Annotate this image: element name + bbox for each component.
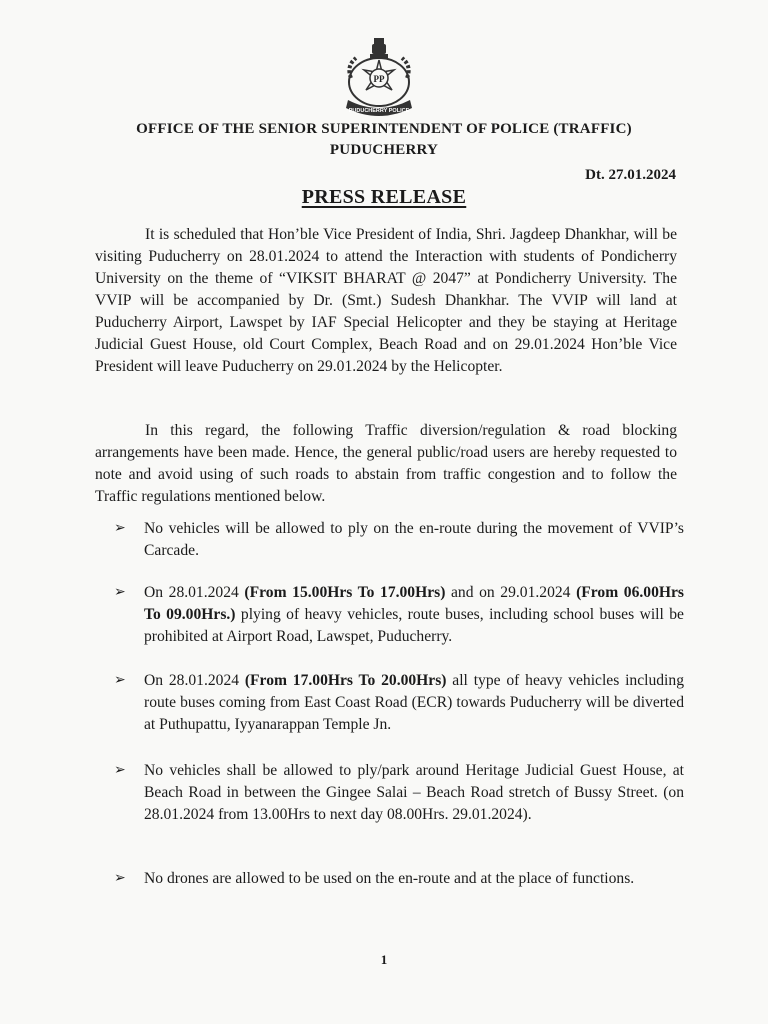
list-item: ➢ On 28.01.2024 (From 17.00Hrs To 20.00Hrs) all type of heavy vehicles including route buses coming from East Coast Road (ECR) towards Puducherry will be diverted at Puthupattu, Iyyanarappan Temple Jn.: [114, 672, 684, 733]
svg-text:PUDUCHERRY POLICE: PUDUCHERRY POLICE: [348, 108, 410, 114]
svg-text:PP: PP: [373, 74, 385, 84]
arrow-bullet-icon: ➢: [114, 521, 126, 536]
arrow-bullet-icon: ➢: [114, 871, 126, 886]
page-title: PRESS RELEASE: [301, 186, 467, 208]
list-item: ➢ No drones are allowed to be used on the en-route and at the place of functions.: [114, 868, 684, 890]
office-location: PUDUCHERRY: [329, 142, 439, 158]
release-date: Dt. 27.01.2024: [585, 167, 676, 183]
police-emblem-icon: [334, 36, 424, 116]
list-item: ➢ On 28.01.2024 (From 15.00Hrs To 17.00Hrs) and on 29.01.2024 (From 06.00Hrs To 09.00Hrs.) plying of heavy vehicles, route buses, including school buses will be prohibited at Airport Road, Lawspet, Puducherry.: [114, 584, 685, 645]
list-item: ➢ No vehicles shall be allowed to ply/park around Heritage Judicial Guest House, at Beach Road in between the Gingee Salai – Beach Road stretch of Bussy Street. (on 28.01.2024 from 13.00Hrs to next day 08.00Hrs. 29.01.2024).: [114, 762, 684, 823]
arrow-bullet-icon: ➢: [114, 585, 126, 600]
list-item: ➢ No vehicles will be allowed to ply on the en-route during the movement of VVIP’s Carcade.: [114, 520, 684, 559]
office-title: OFFICE OF THE SENIOR SUPERINTENDENT OF POLICE (TRAFFIC): [136, 121, 632, 137]
regulation-paragraph: In this regard, the following Traffic diversion/regulation & road blocking arrangements have been made. Hence, the general public/road users are hereby requested to note and avoid using of such roads to abstain from traffic congestion and to follow the Traffic regulations mentioned below.: [95, 422, 677, 505]
intro-paragraph: It is scheduled that Hon’ble Vice President of India, Shri. Jagdeep Dhankhar, will be visiting Puducherry on 28.01.2024 to attend the Interaction with students of Pondicherry University on the theme of “VIKSIT BHARAT @ 2047” at Pondicherry University. The VVIP will be accompanied by Dr. (Smt.) Sudesh Dhankhar. The VVIP will land at Puducherry Airport, Lawspet by IAF Special Helicopter and they be staying at Heritage Judicial Guest House, old Court Complex, Beach Road and on 29.01.2024 Hon’ble Vice President will leave Puducherry on 29.01.2024 by the Helicopter.: [95, 226, 677, 375]
page-number: 1: [380, 952, 388, 967]
arrow-bullet-icon: ➢: [114, 763, 126, 778]
arrow-bullet-icon: ➢: [114, 673, 126, 688]
